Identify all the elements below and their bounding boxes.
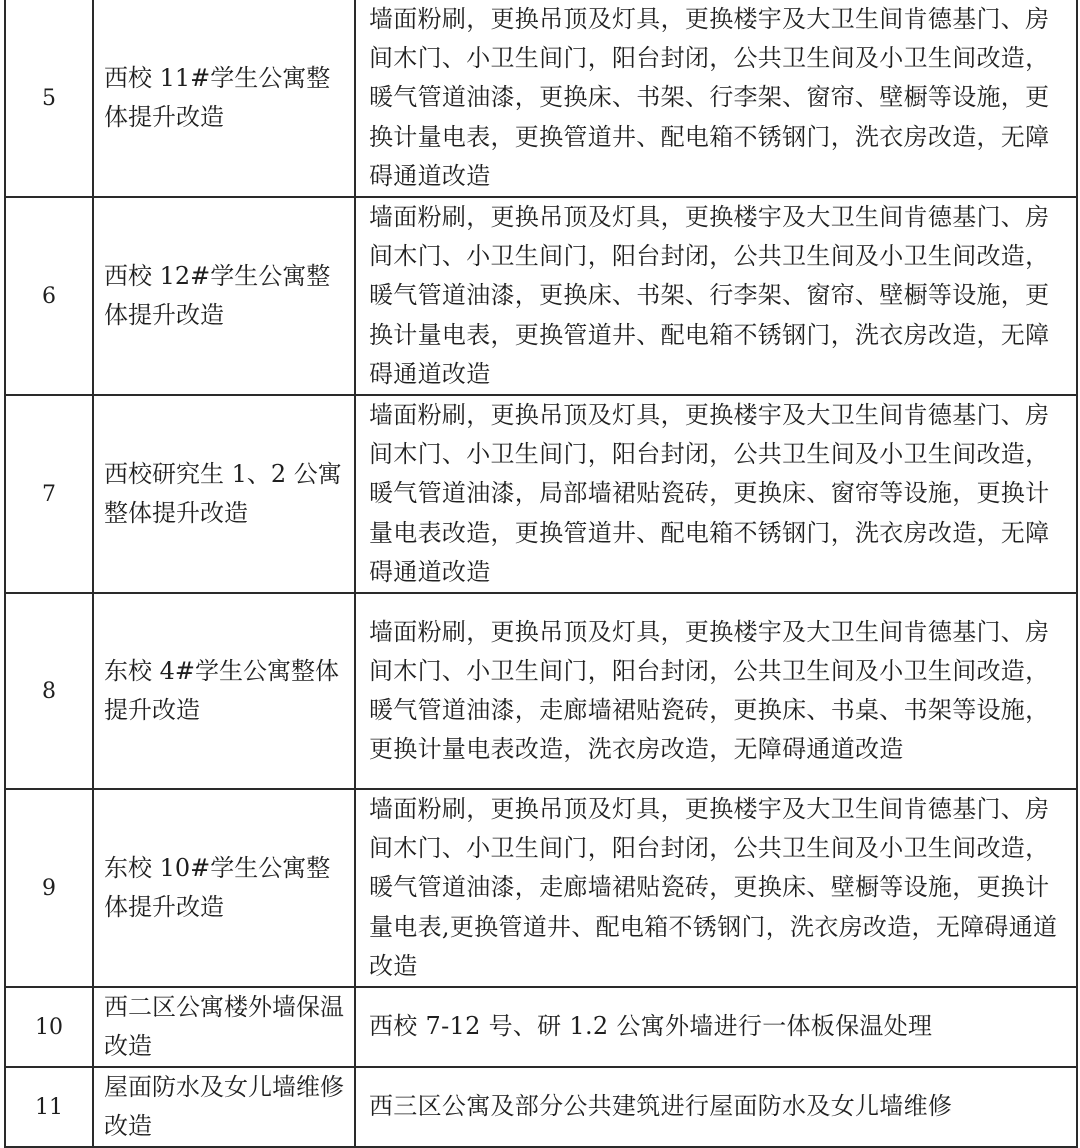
project-name: 屋面防水及女儿墙维修改造 <box>93 1067 355 1147</box>
row-number: 11 <box>5 1067 93 1147</box>
table-row <box>5 593 1077 789</box>
row-number: 9 <box>5 789 93 987</box>
renovation-table <box>4 0 1078 1148</box>
project-name: 西校研究生 1、2 公寓整体提升改造 <box>93 395 355 593</box>
project-content: 墙面粉刷，更换吊顶及灯具，更换楼宇及大卫生间肯德基门、房间木门、小卫生间门，阳台封闭，公共卫生间及小卫生间改造，暖气管道油漆，更换床、书架、行李架、窗帘、壁橱等设施，更换计量电表，更换管道井、配电箱不锈钢门，洗衣房改造，无障碍通道改造 <box>355 0 1077 197</box>
project-name: 西校 11#学生公寓整体提升改造 <box>93 0 355 197</box>
row-number: 5 <box>5 0 93 197</box>
project-content: 墙面粉刷，更换吊顶及灯具，更换楼宇及大卫生间肯德基门、房间木门、小卫生间门，阳台封闭，公共卫生间及小卫生间改造，暖气管道油漆，更换床、书架、行李架、窗帘、壁橱等设施，更换计量电表，更换管道井、配电箱不锈钢门，洗衣房改造，无障碍通道改造 <box>355 197 1077 395</box>
project-name: 东校 4#学生公寓整体提升改造 <box>93 593 355 789</box>
row-number: 8 <box>5 593 93 789</box>
project-name: 西二区公寓楼外墙保温改造 <box>93 987 355 1067</box>
table-row <box>5 789 1077 987</box>
row-number: 7 <box>5 395 93 593</box>
project-content: 墙面粉刷，更换吊顶及灯具，更换楼宇及大卫生间肯德基门、房间木门、小卫生间门，阳台封闭，公共卫生间及小卫生间改造，暖气管道油漆，走廊墙裙贴瓷砖，更换床、书桌、书架等设施，更换计量电表改造，洗衣房改造，无障碍通道改造 <box>355 593 1077 789</box>
project-content: 墙面粉刷，更换吊顶及灯具，更换楼宇及大卫生间肯德基门、房间木门、小卫生间门，阳台封闭，公共卫生间及小卫生间改造，暖气管道油漆，局部墙裙贴瓷砖，更换床、窗帘等设施，更换计量电表改造，更换管道井、配电箱不锈钢门，洗衣房改造，无障碍通道改造 <box>355 395 1077 593</box>
project-content: 西三区公寓及部分公共建筑进行屋面防水及女儿墙维修 <box>355 1067 1077 1147</box>
table-row <box>5 987 1077 1067</box>
row-number: 6 <box>5 197 93 395</box>
project-content: 西校 7-12 号、研 1.2 公寓外墙进行一体板保温处理 <box>355 987 1077 1067</box>
table-row <box>5 197 1077 395</box>
table-row <box>5 0 1077 197</box>
project-name: 西校 12#学生公寓整体提升改造 <box>93 197 355 395</box>
table-row <box>5 395 1077 593</box>
table-row <box>5 1067 1077 1147</box>
project-name: 东校 10#学生公寓整体提升改造 <box>93 789 355 987</box>
project-content: 墙面粉刷，更换吊顶及灯具，更换楼宇及大卫生间肯德基门、房间木门、小卫生间门，阳台封闭，公共卫生间及小卫生间改造，暖气管道油漆，走廊墙裙贴瓷砖，更换床、壁橱等设施，更换计量电表,更换管道井、配电箱不锈钢门，洗衣房改造，无障碍通道改造 <box>355 789 1077 987</box>
row-number: 10 <box>5 987 93 1067</box>
